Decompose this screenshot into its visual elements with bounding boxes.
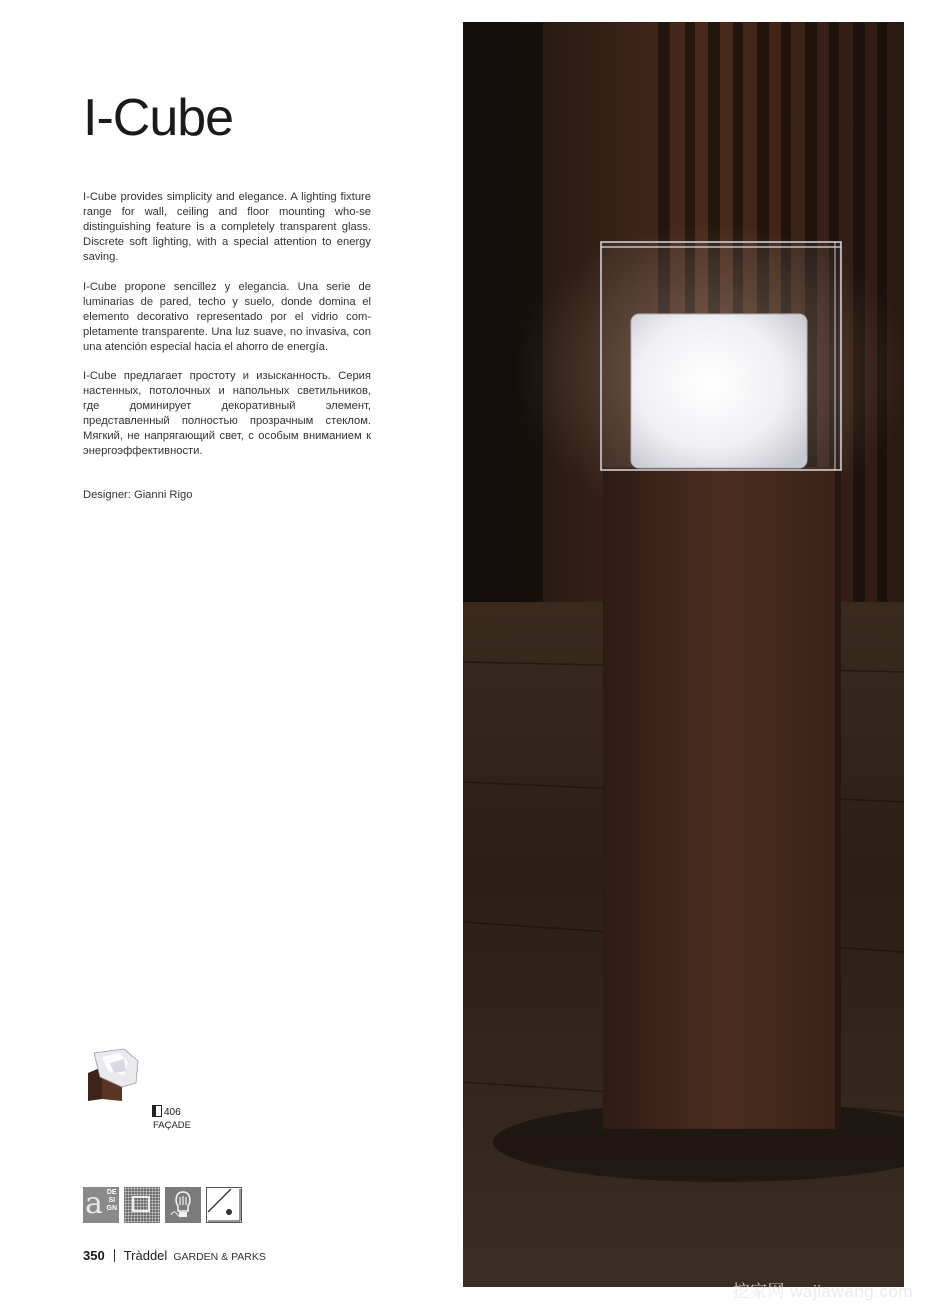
description-english: I-Cube provides simplicity and elegance. A lighting fixture range for wall, ceiling and floor mounting who-se distinguishing feature is a completely transparent glass. Discrete soft lighting, with a special attention to energy saving. <box>83 191 371 263</box>
description-spanish: I-Cube propone sencillez y elegancia. Una serie de luminarias de pared, techo y suelo, donde domina el elemento decorativo representado por el vidrio com-pletamente transparente. Una luz suave, no invasiva, con una atención especial hacia el ahorro de energía. <box>83 281 371 353</box>
design-text: DE SI GN <box>106 1189 117 1212</box>
designer-credit: Designer: Gianni Rigo <box>83 489 193 501</box>
watermark: 挖家网 wajiawang.com <box>732 1282 913 1301</box>
variant-code: 406 <box>164 1107 181 1118</box>
feature-badges <box>83 1187 242 1223</box>
page-footer <box>83 1248 266 1263</box>
design-badge-icon <box>83 1187 119 1223</box>
description-russian: I-Cube предлагает простоту и изысканность. Серия настенных, потолочных и напольных светильников, где доминирует декоративный элемент, представленный полностью прозрачным стеклом. Мягкий, не напрягающий свет, с особым вниманием к энергоэффективности. <box>83 370 371 457</box>
variant-label: FAÇADE <box>153 1120 192 1131</box>
facade-mount-icon <box>152 1105 162 1117</box>
light-emission-icon <box>206 1187 242 1223</box>
product-photo <box>463 22 904 1287</box>
page-number: 350 <box>83 1248 105 1263</box>
led-module-icon <box>124 1187 160 1223</box>
footer-divider <box>114 1249 115 1262</box>
product-title: I-Cube <box>83 89 234 147</box>
thumbnail-photo <box>80 1043 142 1105</box>
catalog-section: GARDEN & PARKS <box>173 1251 266 1263</box>
energy-saving-bulb-icon <box>165 1187 201 1223</box>
variant-reference <box>152 1105 181 1119</box>
design-letter: a <box>85 1187 103 1221</box>
brand-name: Tràddel <box>123 1248 168 1263</box>
